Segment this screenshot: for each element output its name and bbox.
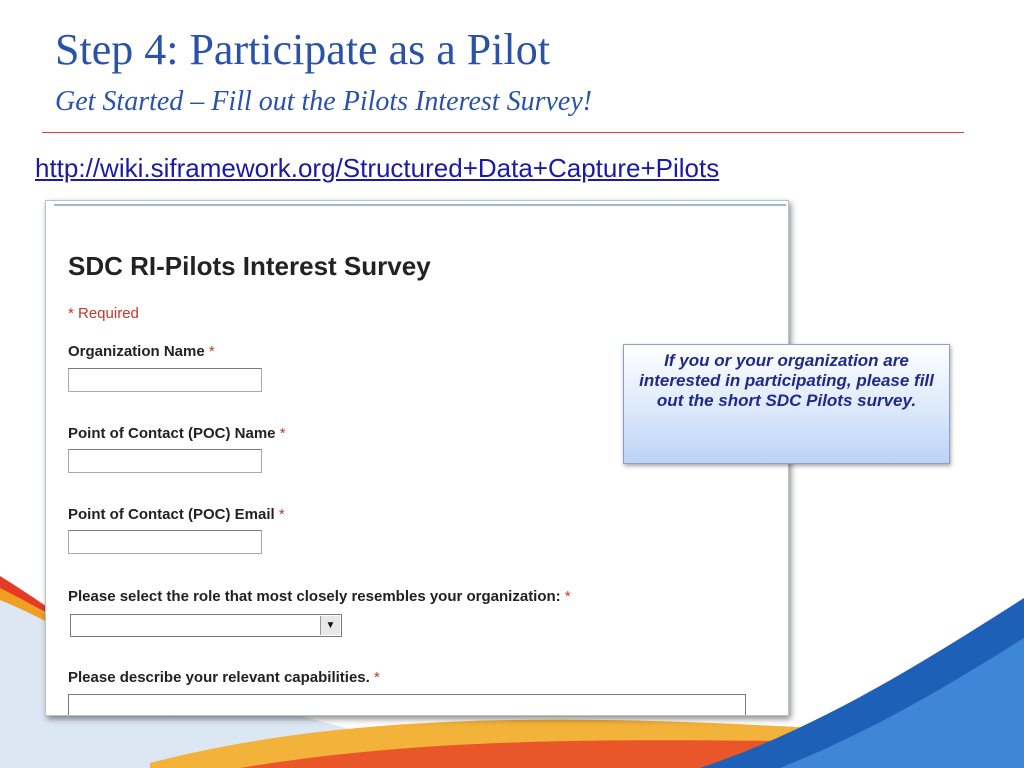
poc-email-label: Point of Contact (POC) Email *	[68, 506, 285, 523]
survey-wiki-link[interactable]: http://wiki.siframework.org/Structured+Data+Capture+Pilots	[35, 153, 720, 183]
dropdown-arrow-icon[interactable]: ▼	[320, 616, 340, 635]
form-title: SDC RI-Pilots Interest Survey	[68, 251, 431, 281]
required-note: * Required	[68, 305, 139, 322]
capabilities-textarea[interactable]	[68, 694, 746, 716]
callout-note: If you or your organization are interested in participating, please fill out the short SDC Pilots survey.	[623, 344, 950, 464]
slide-title: Step 4: Participate as a Pilot	[55, 25, 550, 74]
slide-subtitle: Get Started – Fill out the Pilots Interest Survey!	[55, 86, 593, 117]
role-select-label: Please select the role that most closely resembles your organization: *	[68, 588, 571, 605]
required-star: *	[374, 669, 380, 686]
role-select[interactable]	[70, 614, 342, 637]
required-star: *	[564, 588, 571, 605]
poc-name-label: Point of Contact (POC) Name *	[68, 425, 286, 442]
required-star: *	[278, 506, 285, 523]
organization-name-label: Organization Name *	[68, 343, 215, 360]
form-top-border	[54, 204, 786, 206]
capabilities-label: Please describe your relevant capabilities. *	[68, 669, 380, 686]
title-divider	[42, 132, 964, 133]
poc-name-input[interactable]	[68, 449, 262, 473]
poc-email-input[interactable]	[68, 530, 262, 554]
organization-name-input[interactable]	[68, 368, 262, 392]
required-star: *	[279, 425, 286, 442]
required-star: *	[208, 343, 215, 360]
